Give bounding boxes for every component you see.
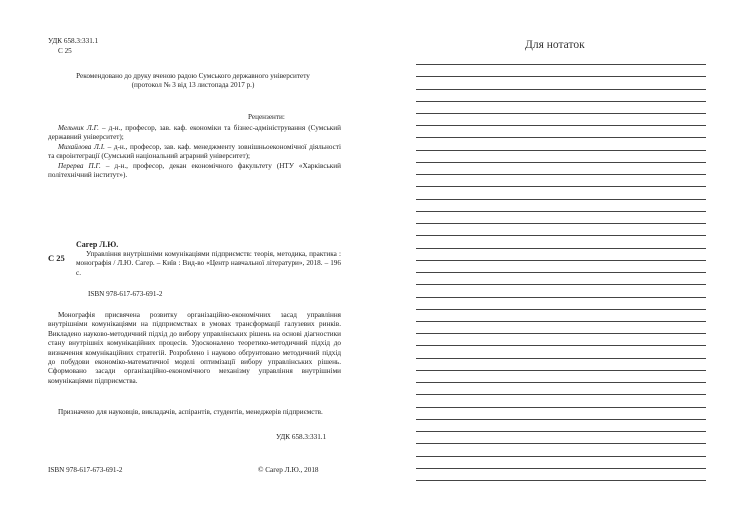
class-code-bold: С 25 <box>48 253 65 263</box>
note-line <box>416 260 706 261</box>
note-line <box>416 284 706 285</box>
reviewer-details: – д-н., професор, зав. каф. економіки та бізнес-адміністрування (Сумський державний університет); <box>48 124 341 142</box>
reviewer-details: – д-н., професор, декан економічного факультету (НТУ «Харківський політехнічний інститут»). <box>48 161 341 180</box>
note-line <box>416 382 706 383</box>
audience-text: Призначено для науковців, викладачів, аспірантів, студентів, менеджерів підприємств. <box>58 408 323 416</box>
note-line <box>416 456 706 457</box>
udc-bottom: УДК 658.3:331.1 <box>276 433 327 441</box>
abstract-text: Монографія присвячена розвитку організаційно-економічних засад управління внутрішніми комунікаціями на підприємствах в умовах трансформації галузевих ринків. Викладено науково-методичний підхід до вибору управлінських рішень на основі діагностики стану внутрішніх комунікаційних процесів. Удосконалено теоретико-методичний підхід до визначення комунікаційних стратегій. Розроблено і науково обґрунтовано методичний підхід до побудови економіко-математичної моделі оптимізації вибору управлінських рішень. Сформовано засади організаційно-економічного механізму управління внутрішніми комунікаціями підприємства. <box>48 311 341 385</box>
note-line <box>416 431 706 432</box>
note-line <box>416 125 706 126</box>
reviewer-name: Мельник Л.Г. <box>58 124 99 132</box>
reviewer-name: Михайлова Л.І. <box>58 142 105 151</box>
note-line <box>416 211 706 212</box>
note-line <box>416 64 706 65</box>
note-line <box>416 174 706 175</box>
note-line <box>416 199 706 200</box>
isbn-middle: ISBN 978-617-673-691-2 <box>88 290 163 298</box>
note-line <box>416 186 706 187</box>
note-line <box>416 480 706 481</box>
note-line <box>416 345 706 346</box>
reviewer-entry <box>48 143 341 162</box>
reviewers-list <box>48 124 341 180</box>
note-line <box>416 76 706 77</box>
isbn-bottom: ISBN 978-617-673-691-2 <box>48 466 123 474</box>
reviewer-name: Перерва П.Г. <box>58 161 101 170</box>
note-line <box>416 394 706 395</box>
notes-title: Для нотаток <box>525 39 585 51</box>
note-line <box>416 309 706 310</box>
note-line <box>416 358 706 359</box>
udc-top: УДК 658.3:331.1 <box>48 37 99 45</box>
reviewers-heading: Рецензенти: <box>248 113 285 121</box>
note-line <box>416 443 706 444</box>
note-line <box>416 468 706 469</box>
reviewer-details: – д-н., професор, зав. каф. менеджменту зовнішньоекономічної діяльності та євроінтеграції (Сумський національний аграрний університет); <box>48 142 341 161</box>
note-line <box>416 321 706 322</box>
note-line <box>416 272 706 273</box>
note-line <box>416 101 706 102</box>
note-line <box>416 407 706 408</box>
note-line <box>416 333 706 334</box>
bibliographic-description: Управління внутрішніми комунікаціями підприємств: теорія, методика, практика : монографія / Л.Ю. Сагер. – Київ : Вид-во «Центр навчальної літератури», 2018. – 196 с. <box>76 250 341 277</box>
note-line <box>416 223 706 224</box>
reviewer-entry <box>48 124 341 143</box>
note-line <box>416 162 706 163</box>
class-code-top: С 25 <box>58 47 72 55</box>
reviewer-entry <box>48 162 341 181</box>
note-line <box>416 113 706 114</box>
note-line <box>416 248 706 249</box>
note-line <box>416 137 706 138</box>
note-line <box>416 370 706 371</box>
right-page <box>375 0 750 530</box>
note-line <box>416 419 706 420</box>
copyright: © Сагер Л.Ю., 2018 <box>258 466 319 474</box>
note-line <box>416 235 706 236</box>
recommendation-text: Рекомендовано до друку вченою радою Сумського державного університету (протокол № 3 від 13 листопада 2017 р.) <box>76 72 310 90</box>
note-line <box>416 297 706 298</box>
author-name: Сагер Л.Ю. <box>76 240 119 249</box>
note-line <box>416 89 706 90</box>
note-line <box>416 150 706 151</box>
